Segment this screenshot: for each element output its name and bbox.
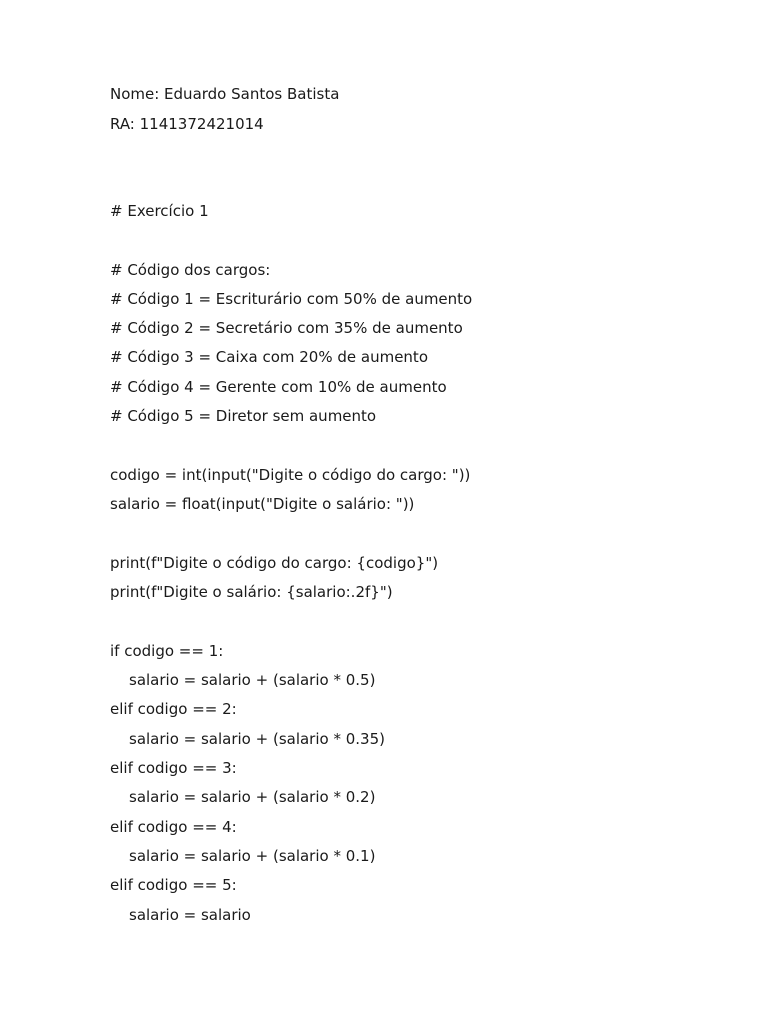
code-body-2: salario = salario + (salario * 0.35)	[129, 730, 385, 748]
code-print-codigo: print(f"Digite o código do cargo: {codigo}")	[110, 554, 439, 572]
comment-heading: # Código dos cargos:	[110, 261, 271, 279]
comment-code-3: # Código 3 = Caixa com 20% de aumento	[110, 348, 428, 366]
comment-code-1: # Código 1 = Escriturário com 50% de aumento	[110, 290, 473, 308]
comment-code-5: # Código 5 = Diretor sem aumento	[110, 407, 377, 425]
code-input-codigo: codigo = int(input("Digite o código do cargo: "))	[110, 466, 471, 484]
code-elif-4: elif codigo == 4:	[110, 818, 237, 836]
code-body-1: salario = salario + (salario * 0.5)	[129, 671, 376, 689]
exercise-title: # Exercício 1	[110, 202, 209, 220]
student-name: Nome: Eduardo Santos Batista	[110, 85, 340, 103]
comment-code-4: # Código 4 = Gerente com 10% de aumento	[110, 378, 447, 396]
code-body-5: salario = salario	[129, 906, 251, 924]
code-elif-2: elif codigo == 2:	[110, 700, 237, 718]
code-if-1: if codigo == 1:	[110, 642, 224, 660]
comment-code-2: # Código 2 = Secretário com 35% de aumento	[110, 319, 463, 337]
code-body-3: salario = salario + (salario * 0.2)	[129, 788, 376, 806]
code-body-4: salario = salario + (salario * 0.1)	[129, 847, 376, 865]
code-input-salario: salario = float(input("Digite o salário: "))	[110, 495, 415, 513]
student-ra: RA: 1141372421014	[110, 115, 264, 133]
code-elif-3: elif codigo == 3:	[110, 759, 237, 777]
code-elif-5: elif codigo == 5:	[110, 876, 237, 894]
code-print-salario: print(f"Digite o salário: {salario:.2f}")	[110, 583, 393, 601]
